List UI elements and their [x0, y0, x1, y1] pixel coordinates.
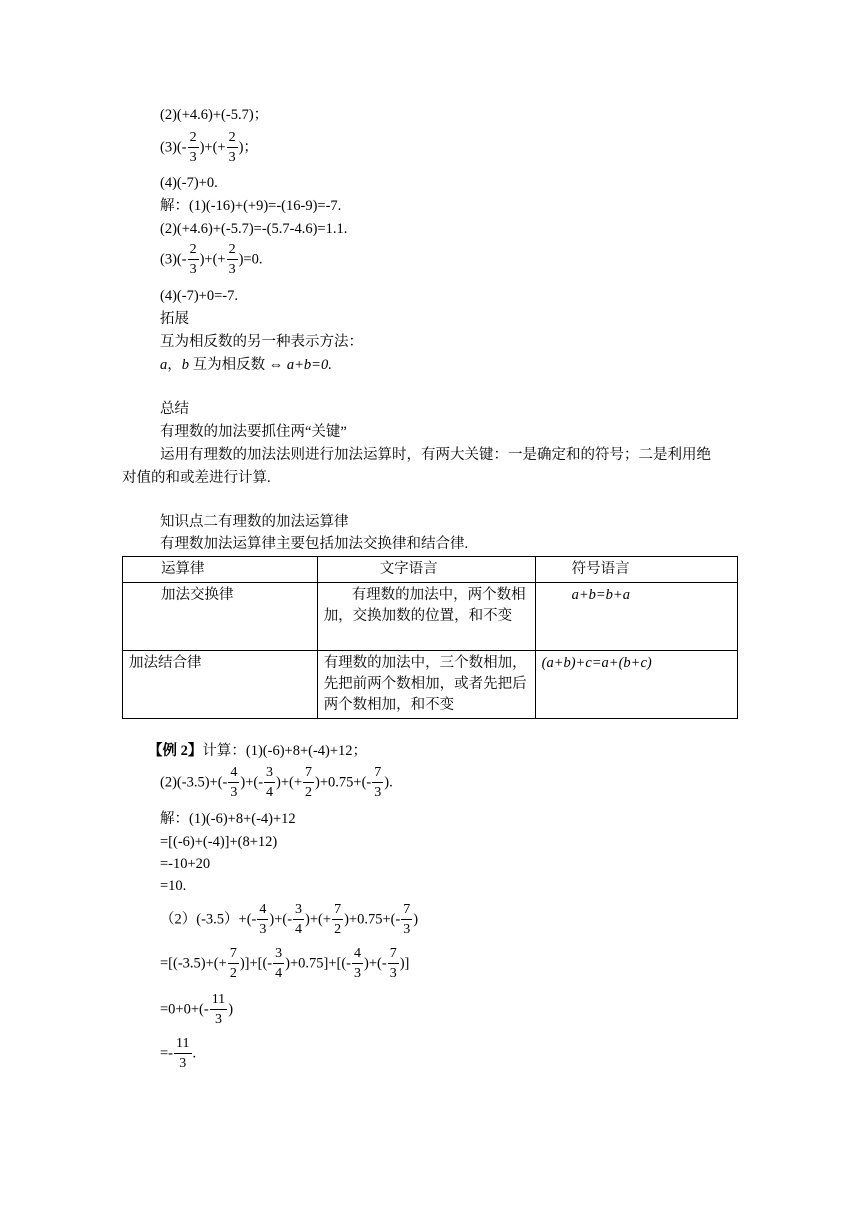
problem-4: (4)(-7)+0.	[160, 175, 218, 191]
denominator: 3	[214, 1012, 222, 1027]
table-cell-symbol	[535, 651, 737, 719]
table-cell-law: 加法结合律	[123, 651, 318, 719]
formula-middle: 互为相反数 ⇔	[189, 357, 287, 373]
denominator: 3	[230, 785, 238, 800]
fraction	[257, 903, 268, 937]
denominator: 3	[403, 922, 411, 937]
expr-text: )+(-	[240, 774, 264, 791]
problem-3	[160, 131, 258, 165]
fraction	[388, 947, 399, 981]
separator: ，	[167, 357, 182, 373]
expr-text: （2）(-3.5）+(-	[160, 911, 257, 928]
solution-4: (4)(-7)+0=-7.	[160, 288, 238, 304]
table-header: 运算律	[123, 557, 318, 583]
numerator: 11	[174, 1037, 191, 1054]
fraction	[401, 903, 412, 937]
numerator: 4	[352, 947, 363, 964]
table-cell-text: 有理数的加法中，三个数相加，先把前两个数相加，或者先把后两个数相加，和不变	[317, 651, 535, 719]
expr-text: )	[413, 911, 419, 928]
expr-text: )+(+	[305, 911, 332, 928]
table-cell-text-content: 有理数的加法中，两个数相加，交换加数的位置，和不变	[323, 587, 526, 624]
fraction	[372, 766, 383, 800]
problem-2: (2)(+4.6)+(-5.7)；	[160, 107, 269, 123]
table-header: 文字语言	[317, 557, 535, 583]
numerator: 4	[257, 903, 268, 920]
example-sol-1: 解：(1)(-6)+8+(-4)+12	[160, 811, 296, 827]
denominator: 3	[179, 1056, 187, 1071]
table-row	[123, 651, 738, 719]
expr-text: )]+[(-	[239, 955, 273, 972]
knowledge-intro: 有理数加法运算律主要包括加法交换律和结合律.	[160, 536, 469, 552]
fraction	[264, 766, 275, 800]
fraction	[352, 947, 363, 981]
solution-3-text-c: )=0.	[238, 251, 263, 268]
var-b: b	[181, 357, 189, 373]
denominator: 3	[354, 966, 362, 981]
expr-text: )+0.75+(-	[344, 911, 401, 928]
table-cell-law: 加法交换律	[123, 583, 318, 651]
fraction	[293, 903, 304, 937]
denominator: 4	[275, 966, 283, 981]
expr-text: )+(-	[269, 911, 293, 928]
example-sol-2: =[(-6)+(-4)]+(8+12)	[160, 834, 278, 850]
denominator: 3	[228, 150, 236, 165]
table-header-row	[123, 557, 738, 583]
problem-3-text-b: )+(+	[199, 139, 226, 156]
expr-text: )+0.75]+[(-	[285, 955, 352, 972]
table-cell-text	[317, 583, 535, 651]
fraction	[227, 131, 238, 165]
fraction	[303, 766, 314, 800]
var-a: a	[160, 357, 168, 373]
example-2-heading	[148, 742, 367, 760]
table-header: 符号语言	[535, 557, 737, 583]
expr-text: (2)(-3.5)+(-	[160, 774, 228, 791]
solution-3-text-a: (3)(-	[160, 251, 187, 268]
denominator: 3	[259, 922, 267, 937]
solution-3-text-b: )+(+	[199, 251, 226, 268]
expr-text: .	[192, 1045, 197, 1062]
fraction	[174, 1037, 191, 1071]
solution-1: 解：(1)(-16)+(+9)=-(16-9)=-7.	[160, 198, 342, 214]
solution-2: (2)(+4.6)+(-5.7)=-(5.7-4.6)=1.1.	[160, 221, 348, 237]
summary-line-3: 对值的和或差进行计算.	[122, 470, 271, 486]
expr-text: )+(-	[364, 955, 387, 972]
fraction	[188, 131, 199, 165]
expr-text: =[(-3.5)+(+	[160, 955, 227, 972]
fraction	[228, 766, 239, 800]
denominator: 3	[389, 966, 397, 981]
expr-text: =-	[160, 1045, 174, 1062]
expr-text: =0+0+(-	[160, 1001, 209, 1018]
numerator: 2	[188, 131, 199, 148]
denominator: 2	[305, 785, 313, 800]
denominator: 4	[266, 785, 274, 800]
problem-3-text-a: (3)(-	[160, 139, 187, 156]
numerator: 7	[372, 766, 383, 783]
summary-title: 总结	[160, 401, 189, 417]
extension-title: 拓展	[160, 311, 189, 327]
table-cell-symbol	[535, 583, 737, 651]
example-sol-4: =10.	[160, 878, 187, 894]
example-sol-3: =-10+20	[160, 856, 211, 872]
denominator: 2	[334, 922, 342, 937]
example-sol2-line-3	[160, 993, 233, 1027]
denominator: 3	[228, 262, 236, 277]
knowledge-title: 知识点二有理数的加法运算律	[160, 514, 349, 530]
table-cell-symbol-content: a+b=b+a	[571, 587, 630, 603]
fraction	[332, 903, 343, 937]
numerator: 7	[332, 903, 343, 920]
problem-3-text-c: )；	[238, 139, 258, 156]
numerator: 7	[401, 903, 412, 920]
denominator: 3	[374, 785, 382, 800]
solution-3	[160, 243, 262, 277]
fraction	[188, 243, 199, 277]
expr-text: )+0.75+(-	[315, 774, 372, 791]
example-line-1: 计算：(1)(-6)+8+(-4)+12；	[202, 743, 368, 759]
example-sol2-line-4	[160, 1037, 196, 1071]
example-2-line-2	[160, 766, 393, 800]
fraction	[228, 947, 239, 981]
expr-text: )]	[399, 955, 410, 972]
operation-laws-table	[122, 556, 738, 719]
example-label: 【例 2】	[148, 743, 203, 759]
numerator: 7	[303, 766, 314, 783]
expr-text: ).	[384, 774, 393, 791]
expr-text: )+(+	[276, 774, 303, 791]
numerator: 7	[388, 947, 399, 964]
numerator: 3	[264, 766, 275, 783]
numerator: 2	[227, 131, 238, 148]
extension-formula	[160, 356, 332, 374]
numerator: 11	[210, 993, 227, 1010]
expr-text: )	[228, 1001, 234, 1018]
formula-end: a+b=0.	[286, 357, 332, 373]
summary-line-2: 运用有理数的加法法则进行加法运算时，有两大关键：一是确定和的符号；二是利用绝	[160, 447, 711, 463]
numerator: 4	[228, 766, 239, 783]
example-sol2-line-1	[160, 903, 418, 937]
fraction	[227, 243, 238, 277]
denominator: 3	[189, 150, 197, 165]
numerator: 3	[273, 947, 284, 964]
numerator: 2	[188, 243, 199, 260]
extension-text: 互为相反数的另一种表示方法：	[160, 334, 363, 350]
numerator: 7	[228, 947, 239, 964]
summary-line-1: 有理数的加法要抓住两“关键”	[160, 424, 347, 440]
numerator: 2	[227, 243, 238, 260]
fraction	[210, 993, 227, 1027]
table-cell-symbol-content: (a+b)+c=a+(b+c)	[541, 655, 652, 671]
table-row	[123, 583, 738, 651]
fraction	[273, 947, 284, 981]
denominator: 2	[229, 966, 237, 981]
denominator: 4	[295, 922, 303, 937]
numerator: 3	[293, 903, 304, 920]
denominator: 3	[189, 262, 197, 277]
example-sol2-line-2	[160, 947, 409, 981]
